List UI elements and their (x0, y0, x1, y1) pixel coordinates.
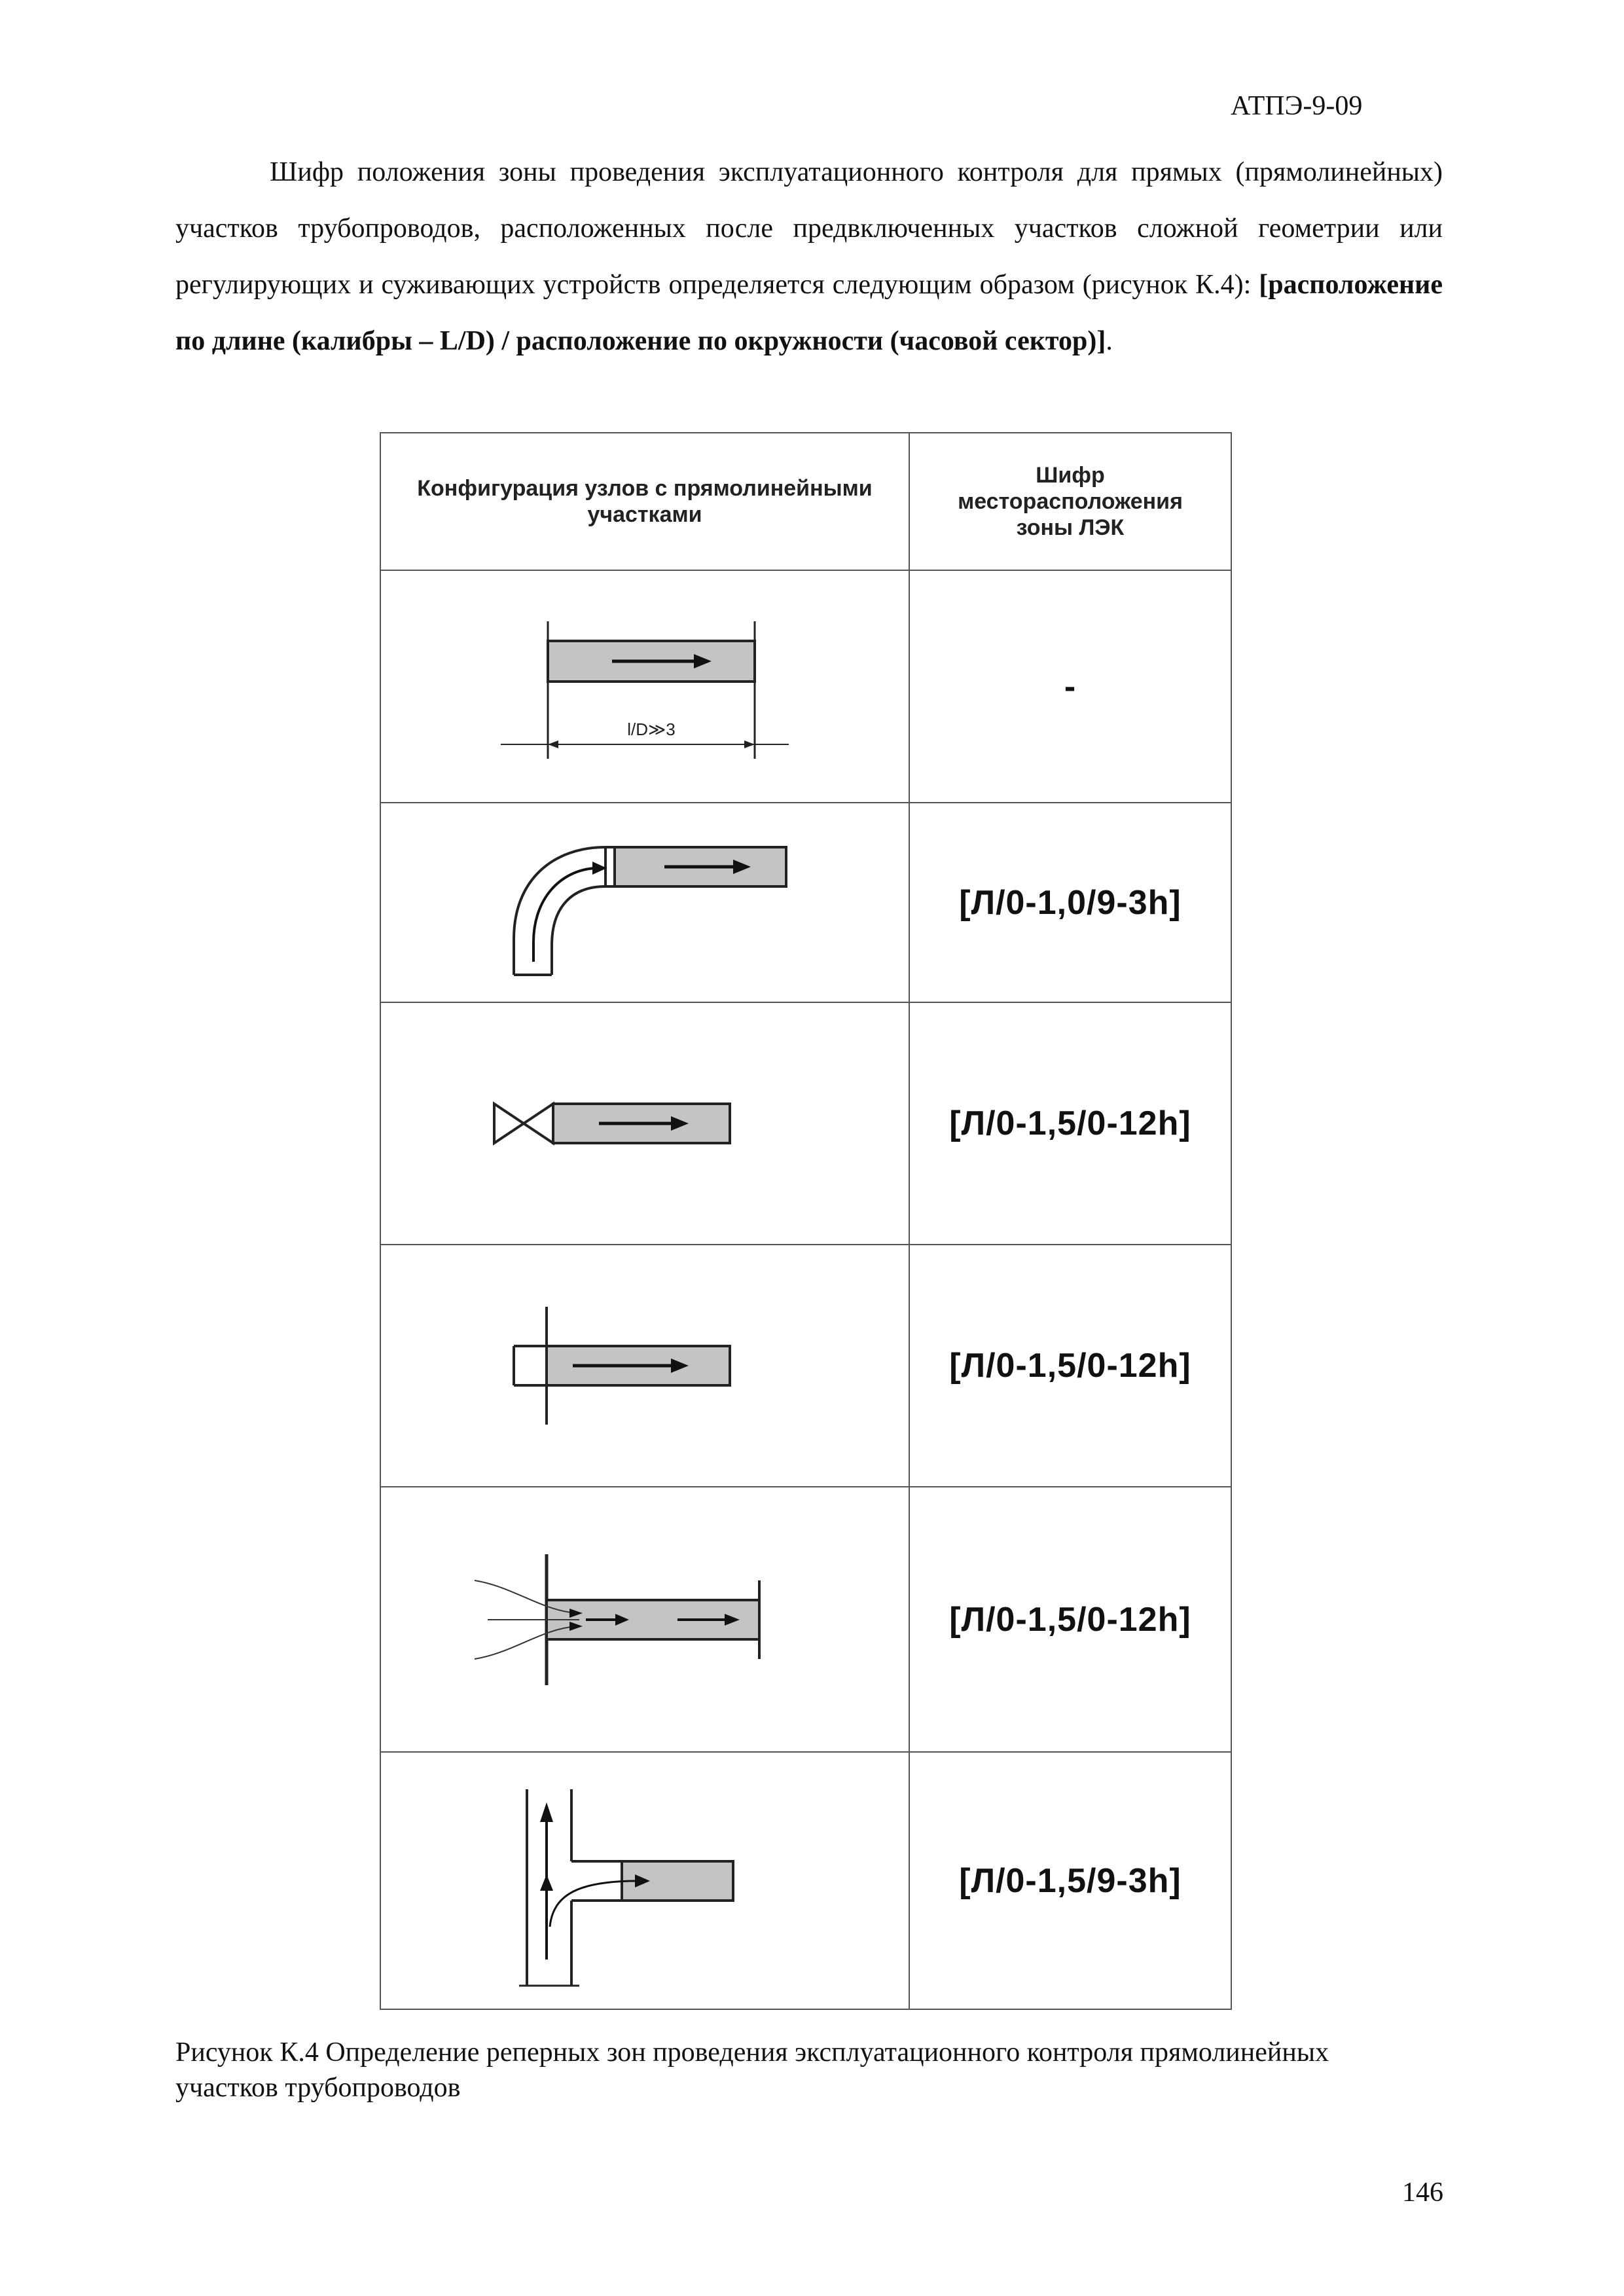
dimension-label: l/D≫3 (627, 719, 676, 739)
diagram-cell (380, 1487, 909, 1752)
straight-pipe-diagram (475, 602, 815, 772)
valve-pipe-diagram (475, 1084, 815, 1163)
page-number: 146 (1402, 2178, 1443, 2208)
zone-code: [Л/0-1,5/0-12h] (909, 1487, 1231, 1752)
col-header-configuration: Конфигурация узлов с прямолинейными участками (380, 433, 909, 570)
intro-paragraph (175, 144, 1443, 369)
flange-pipe-diagram (475, 1294, 815, 1438)
table-row (380, 803, 1231, 1002)
diagram-cell (380, 1002, 909, 1245)
table-header-row (380, 433, 1231, 570)
document-code: АТПЭ-9-09 (1231, 91, 1363, 121)
diagram-cell (380, 1752, 909, 2009)
figure-caption: Рисунок К.4 Определение реперных зон проведения эксплуатационного контроля прямолинейных участков трубопроводов (175, 2037, 1329, 2103)
elbow-pipe-diagram (475, 821, 815, 985)
figure-table (380, 432, 1232, 2010)
table-row (380, 1487, 1231, 1752)
table-row (380, 1752, 1231, 2009)
converging-flow-pipe-diagram (461, 1541, 828, 1698)
col-header-code: Шифр месторасположения зоны ЛЭК (909, 433, 1231, 570)
zone-code: [Л/0-1,5/0-12h] (909, 1245, 1231, 1487)
intro-text: Шифр положения зоны проведения эксплуатационного контроля для прямых (прямолинейных) участков трубопроводов, расположенных после предвключенных участков сложной геометрии или регулирующих и суживающих устройств определяется следующим образом (рисунок К.4): (175, 157, 1443, 300)
intro-bold-text: [расположение по длине (калибры – L/D) / расположение по окружности (часовой сектор)] (175, 270, 1443, 356)
table-row (380, 1002, 1231, 1245)
zone-code: - (909, 570, 1231, 803)
table-row (380, 1245, 1231, 1487)
diagram-cell (380, 570, 909, 803)
zone-code: [Л/0-1,5/0-12h] (909, 1002, 1231, 1245)
diagram-cell (380, 803, 909, 1002)
zone-code: [Л/0-1,5/9-3h] (909, 1752, 1231, 2009)
zone-code: [Л/0-1,0/9-3h] (909, 803, 1231, 1002)
table-row (380, 570, 1231, 803)
tee-pipe-diagram (475, 1770, 815, 1992)
diagram-cell (380, 1245, 909, 1487)
intro-end: . (1106, 326, 1113, 356)
